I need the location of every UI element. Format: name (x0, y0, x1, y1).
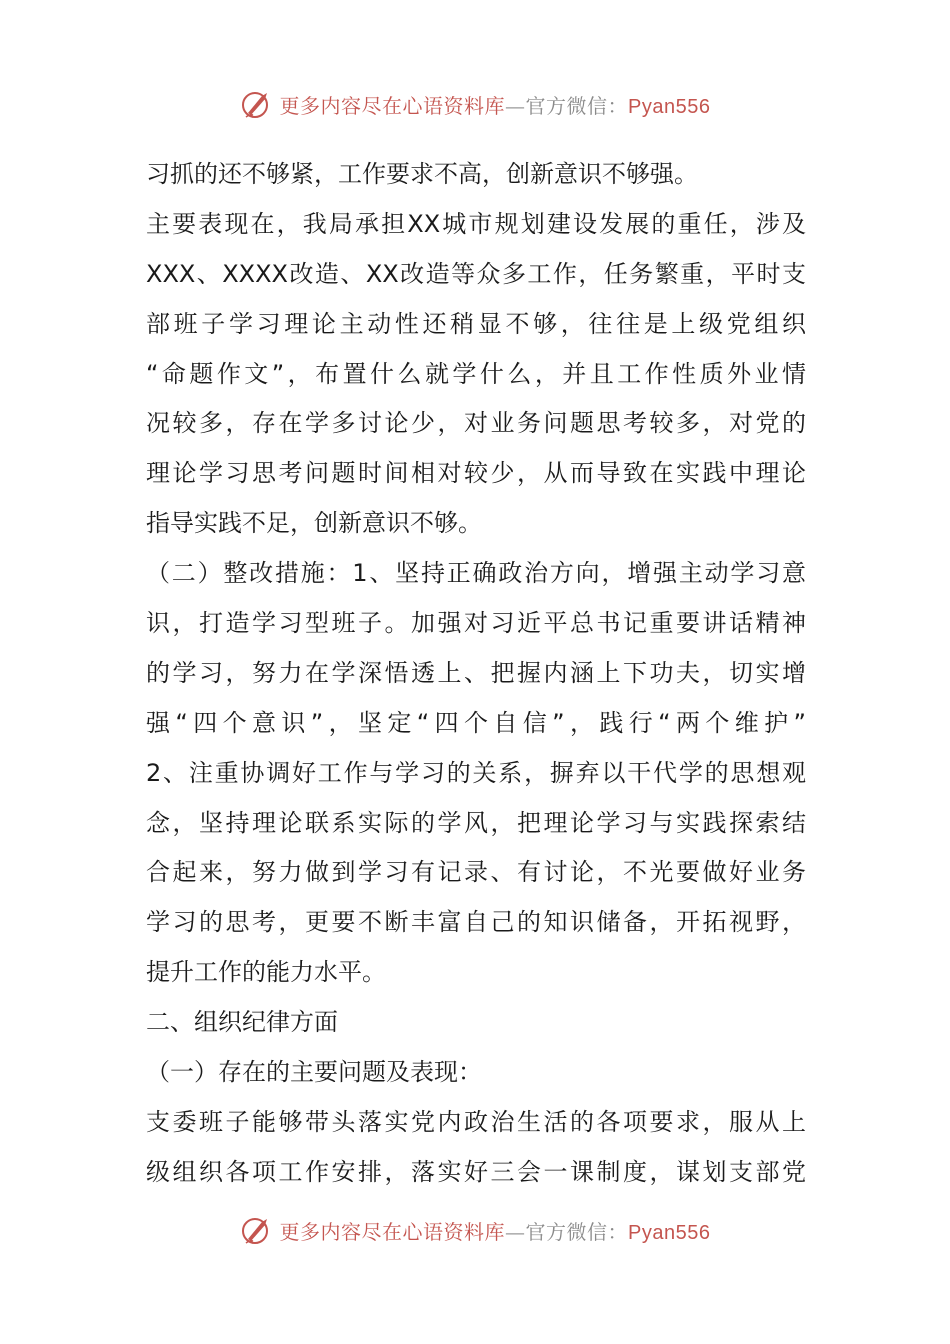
text-line: 合起来，努力做到学习有记录、有讨论，不光要做好业务 (146, 858, 806, 887)
text-line: （二）整改措施：1、坚持正确政治方向，增强主动学习意 (146, 559, 806, 588)
text-line: 学习的思考，更要不断丰富自己的知识储备，开拓视野， (146, 908, 806, 937)
banner-text (280, 1216, 711, 1245)
text-line: 习抓的还不够紧，工作要求不高，创新意识不够强。 (146, 160, 698, 188)
text-line: 况较多，存在学多讨论少，对业务问题思考较多，对党的 (146, 409, 806, 438)
banner-dash: — (505, 93, 526, 118)
text-line: 念，坚持理论联系实际的学风，把理论学习与实践探索结 (146, 808, 806, 837)
pen-nib-logo-icon (240, 87, 274, 121)
section-heading: 二、组织纪律方面 (146, 1008, 338, 1037)
banner-wechat-label: 官方微信： (525, 1219, 629, 1244)
banner-site-name: 更多内容尽在心语资料库 (279, 93, 506, 118)
text-line: “命题作文”，布置什么就学什么，并且工作性质外业情 (146, 359, 806, 388)
banner-dash: — (505, 1219, 526, 1244)
text-line: 主要表现在，我局承担XX城市规划建设发展的重任，涉及 (146, 209, 806, 238)
header-watermark-banner (0, 84, 950, 124)
pen-nib-logo-icon (240, 1213, 274, 1247)
text-line: 支委班子能够带头落实党内政治生活的各项要求，服从上 (146, 1107, 806, 1136)
text-line: 强“四个意识”，坚定“四个自信”，践行“两个维护” (146, 708, 806, 737)
text-line: 识，打造学习型班子。加强对习近平总书记重要讲话精神 (146, 609, 806, 638)
text-line: XXX、XXXX改造、XX改造等众多工作，任务繁重，平时支 (146, 259, 806, 288)
text-line: 部班子学习理论主动性还稍显不够，往往是上级党组织 (146, 309, 806, 338)
text-line: 指导实践不足，创新意识不够。 (146, 509, 482, 538)
banner-text (280, 90, 711, 119)
banner-wechat-id: Pyan556 (628, 95, 711, 118)
subsection-heading: （一）存在的主要问题及表现： (146, 1058, 482, 1087)
footer-watermark-banner (0, 1210, 950, 1250)
banner-wechat-label: 官方微信： (525, 93, 629, 118)
text-line: 级组织各项工作安排，落实好三会一课制度，谋划支部党 (146, 1157, 806, 1186)
text-line: 提升工作的能力水平。 (146, 958, 386, 987)
text-line: 的学习，努力在学深悟透上、把握内涵上下功夫，切实增 (146, 658, 806, 687)
banner-site-name: 更多内容尽在心语资料库 (279, 1219, 506, 1244)
text-line: 理论学习思考问题时间相对较少，从而导致在实践中理论 (146, 459, 806, 488)
text-line: 2、注重协调好工作与学习的关系，摒弃以干代学的思想观 (146, 758, 806, 787)
banner-wechat-id: Pyan556 (628, 1221, 711, 1244)
document-body (146, 150, 806, 1198)
